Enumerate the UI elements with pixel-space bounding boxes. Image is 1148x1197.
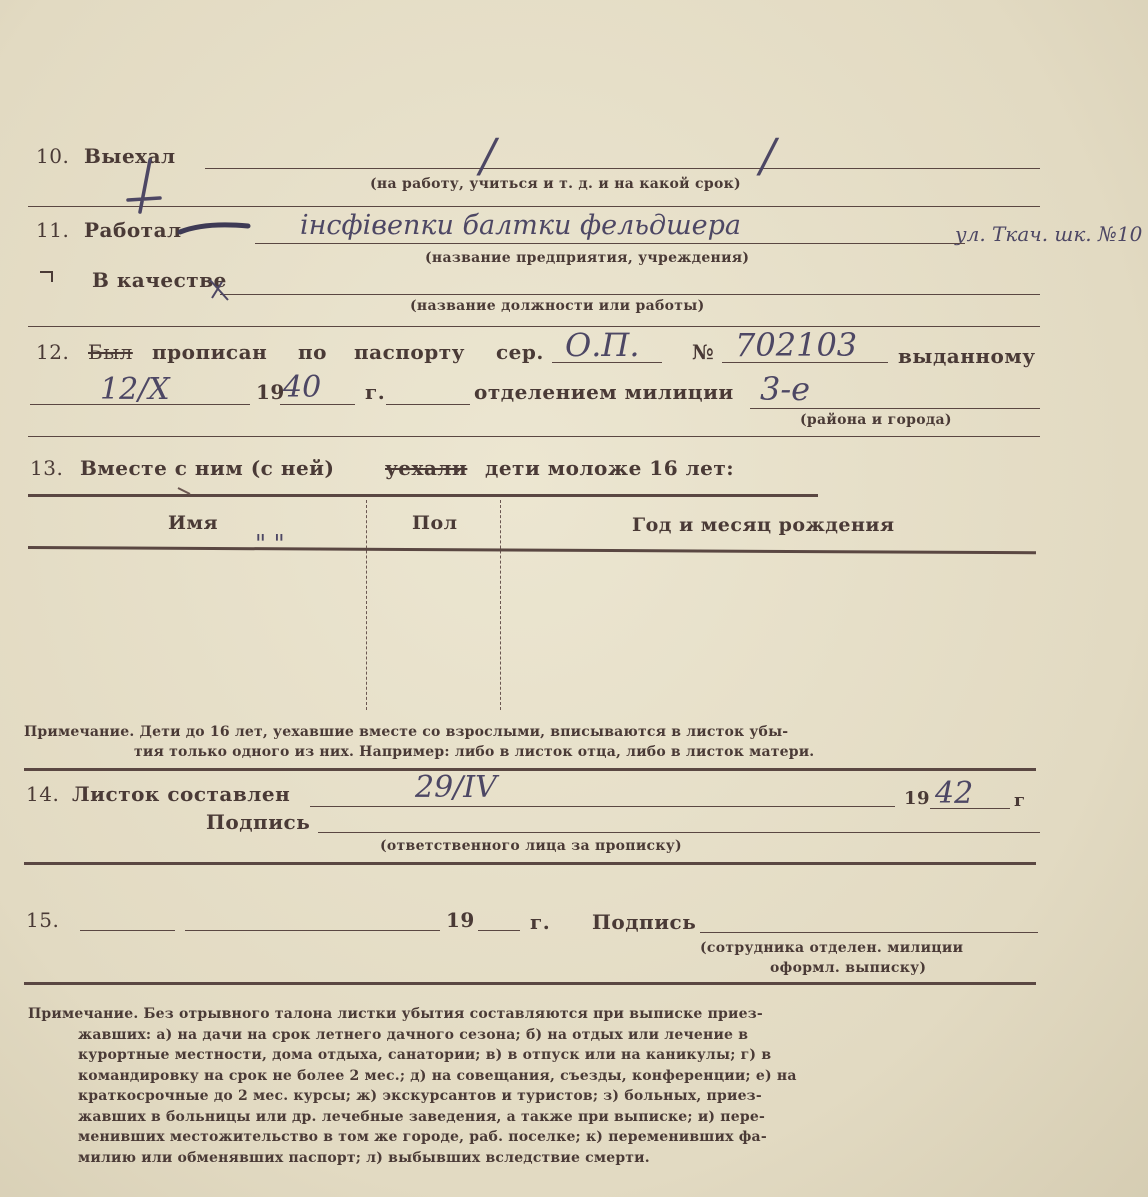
field10-value: / <box>480 128 496 182</box>
field15-year-unit: г. <box>530 910 551 934</box>
note-children-line-1: Примечание. Дети до 16 лет, уехавшие вместе со взрослыми, вписываются в листок убы- <box>24 724 789 740</box>
children-col-sex: Пол <box>412 512 458 534</box>
field15-number: 15. <box>26 908 60 932</box>
field11-label: Работал <box>84 218 182 242</box>
children-ditto-mark: " " <box>255 530 285 558</box>
note-departure-line-1: Примечание. Без отрывного талона листки убытия составляются при выписке приез- <box>28 1006 763 1022</box>
field12-number: 12. <box>36 340 70 364</box>
field13-struck-word: уехали <box>385 456 468 480</box>
field11-number: 11. <box>36 218 70 242</box>
field14-label: Листок составлен <box>72 782 291 806</box>
field14-year-unit: г <box>1014 790 1026 811</box>
field12-year-suffix: 40 <box>283 370 322 405</box>
field11-value: інсфівепки балтки фельдшера <box>300 210 742 241</box>
note-departure-line-7: менивших местожительство в том же городе, раб. поселке; к) переменивших фа- <box>78 1129 767 1145</box>
field12-label-3: паспорту <box>354 340 465 364</box>
field12-struck-word: Был <box>88 340 133 364</box>
field12-series-label: сер. <box>496 340 544 364</box>
field10-label: Выехал <box>84 144 176 168</box>
field12-label-1: прописан <box>152 340 268 364</box>
field11-quality-hint: (название должности или работы) <box>410 298 705 314</box>
field15-hint-1: (сотрудника отделен. милиции <box>700 940 964 956</box>
field12-number-label: № <box>692 340 715 364</box>
field13-number: 13. <box>30 456 64 480</box>
field10-number: 10. <box>36 144 70 168</box>
field15-hint-2: оформл. выписку) <box>770 960 927 976</box>
field11-quality-label: В качестве <box>92 268 227 292</box>
field14-number: 14. <box>26 782 60 806</box>
field12-year-unit: г. <box>365 380 386 404</box>
note-departure-line-2: жавших: а) на дачи на срок летнего дачного сезона; б) на отдых или лечение в <box>78 1026 749 1043</box>
field15-signature-label: Подпись <box>592 910 697 934</box>
note-children-line-2: тия только одного из них. Например: либо в листок отца, либо в листок матери. <box>134 744 815 760</box>
note-departure-line-8: милию или обменявших паспорт; л) выбывших вследствие смерти. <box>78 1149 650 1166</box>
field12-year-prefix: 19 <box>256 380 285 404</box>
field12-department-value: 3-е <box>760 370 811 408</box>
field13-text-after: дети моложе 16 лет: <box>485 456 735 480</box>
field10-value-2: / <box>760 128 776 182</box>
note-departure-line-3: курортные местности, дома отдыха, санатории; в) в отпуск или на каникулы; г) в <box>78 1047 772 1063</box>
children-col-birth: Год и месяц рождения <box>632 514 895 536</box>
children-col-name: Имя <box>168 512 218 534</box>
field14-year-suffix: 42 <box>935 776 974 811</box>
note-departure-line-5: краткосрочные до 2 мес. курсы; ж) экскурсантов и туристов; з) больных, приез- <box>78 1088 762 1104</box>
field12-department-hint: (района и города) <box>800 412 952 428</box>
note-departure-line-6: жавших в больницы или др. лечебные заведения, а также при выписке; и) пере- <box>78 1108 765 1125</box>
field10-hint: (на работу, учиться и т. д. и на какой срок) <box>370 176 741 192</box>
field13-text-before: Вместе с ним (с ней) <box>80 456 335 480</box>
note-departure-line-4: командировку на срок не более 2 мес.; д) на совещания, съезды, конференции; е) на <box>78 1067 797 1084</box>
field14-year-prefix: 19 <box>904 788 931 809</box>
field15-year-prefix: 19 <box>446 908 475 932</box>
field11-hint: (название предприятия, учреждения) <box>425 250 750 266</box>
field12-issued-label: выданному <box>898 344 1036 368</box>
field12-passport-number: 702103 <box>735 326 858 364</box>
field14-signature-hint: (ответственного лица за прописку) <box>380 838 682 854</box>
field14-signature-label: Подпись <box>206 810 311 834</box>
field12-label-2: по <box>298 340 327 364</box>
field12-series: О.П. <box>565 326 640 364</box>
field12-department-label: отделением милиции <box>474 380 734 404</box>
field11-value-extra: ул. Ткач. шк. №10 <box>955 222 1143 246</box>
field12-issue-date: 12/X <box>100 372 170 407</box>
field14-date: 29/IV <box>415 770 497 805</box>
